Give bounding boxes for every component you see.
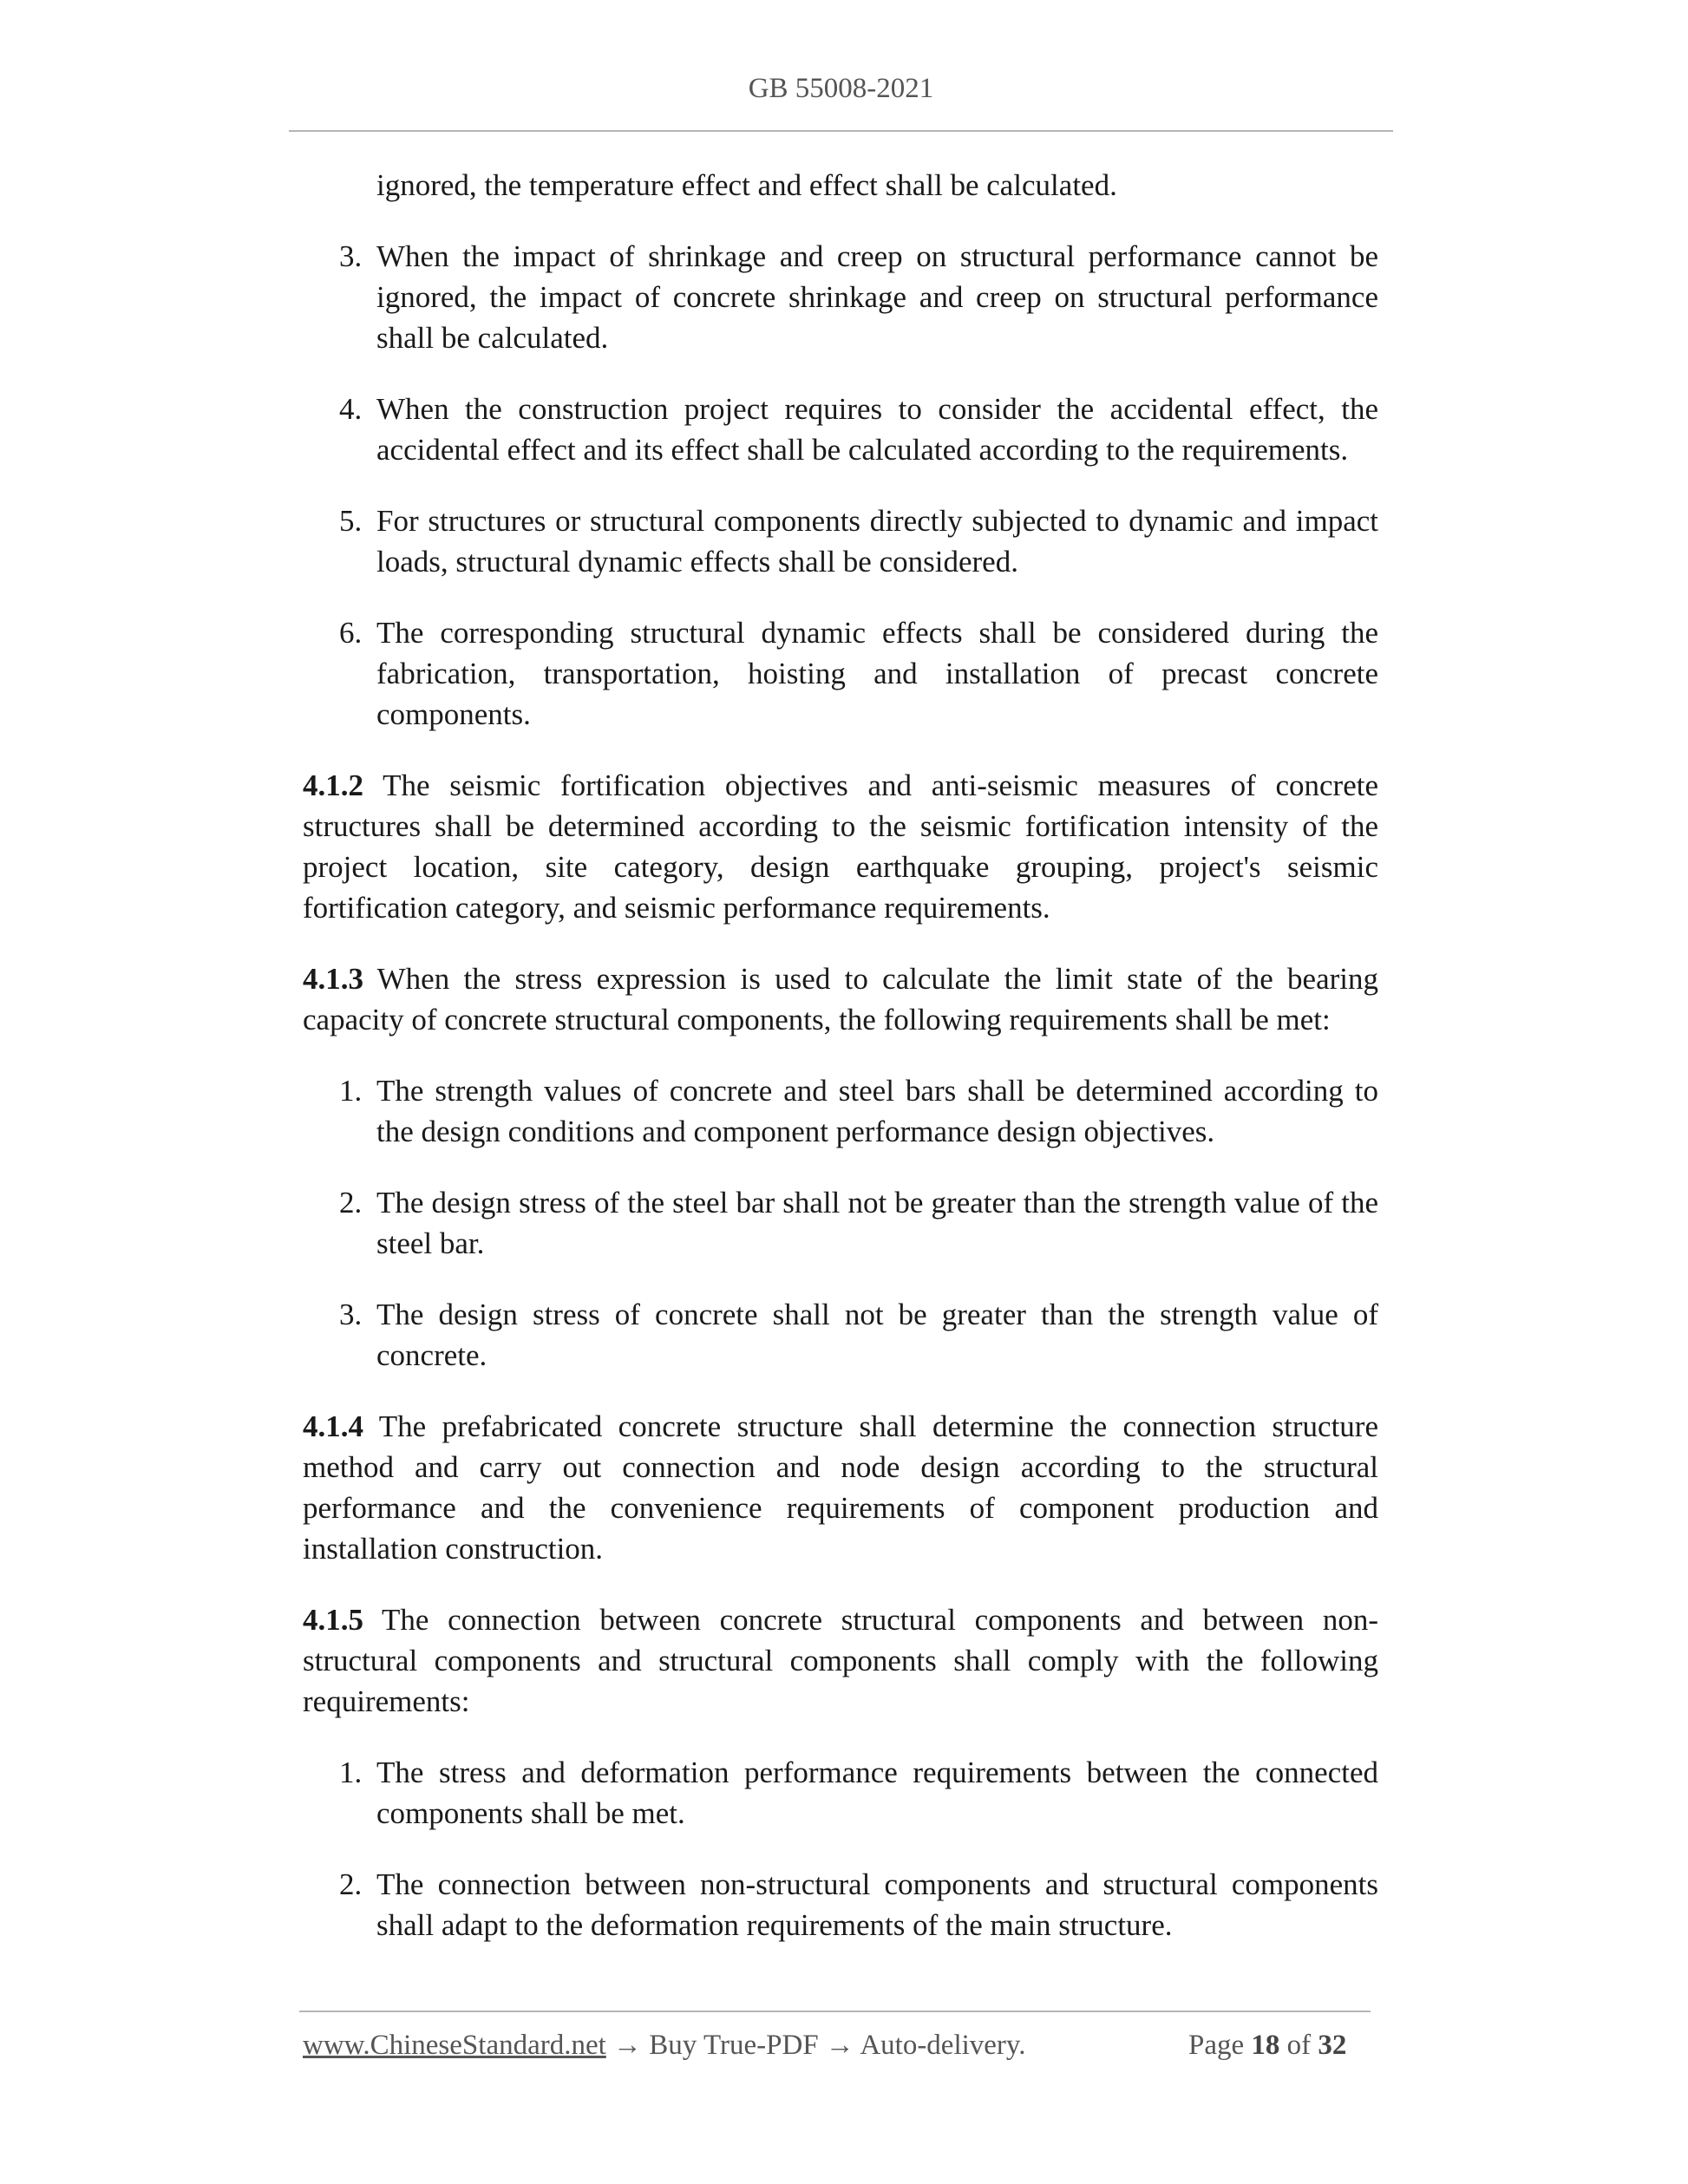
list-number: 3. [339, 1298, 363, 1331]
list-item-text: For structures or structural components directly subjected to dynamic and impact loads, structural dynamic effects shall be considered. [376, 504, 1378, 579]
page-total: 32 [1318, 2030, 1347, 2061]
clause-text: The seismic fortification objectives and anti-seismic measures of concrete structures shall be determined according to the seismic fortification intensity of the project location, site category, design earthquake grouping, project's seismic fortification category, and seismic performance requirements. [303, 768, 1378, 925]
list-item [303, 1294, 1378, 1376]
page-body [303, 165, 1378, 1976]
clause-number: 4.1.5 [303, 1603, 363, 1637]
buy-pdf-text: Buy True-PDF [649, 2030, 819, 2061]
clause-4-1-4 [303, 1406, 1378, 1569]
footer-promo [303, 2030, 1026, 2062]
list-item [303, 612, 1378, 735]
list-item [303, 236, 1378, 358]
list-number: 3. [339, 239, 363, 273]
list-item [303, 1182, 1378, 1264]
clause-4-1-5 [303, 1599, 1378, 1722]
site-link[interactable]: www.ChineseStandard.net [303, 2030, 606, 2061]
list-item [303, 500, 1378, 582]
list-item-text: The design stress of concrete shall not be greater than the strength value of concrete. [376, 1298, 1378, 1372]
list-number: 1. [339, 1074, 363, 1108]
clause-text: When the stress expression is used to calculate the limit state of the bearing capacity of concrete structural components, the following requirements shall be met: [303, 962, 1378, 1036]
auto-delivery-text: Auto-delivery. [860, 2030, 1026, 2061]
list-number: 2. [339, 1867, 363, 1901]
footer-divider [299, 2011, 1371, 2012]
clause-number: 4.1.4 [303, 1409, 363, 1443]
clause-4-1-3 [303, 958, 1378, 1040]
clause-number: 4.1.2 [303, 768, 363, 802]
list-item-text: When the construction project requires to consider the accidental effect, the accidental effect and its effect shall be calculated according to the requirements. [376, 392, 1378, 467]
continued-paragraph: ignored, the temperature effect and effect shall be calculated. [376, 168, 1117, 202]
arrow-right-icon: → [613, 2030, 643, 2061]
list-number: 6. [339, 616, 363, 650]
page-header-standard-number: GB 55008-2021 [748, 73, 934, 104]
clause-number: 4.1.3 [303, 962, 363, 996]
list-number: 4. [339, 392, 363, 426]
list-item-text: When the impact of shrinkage and creep on structural performance cannot be ignored, the impact of concrete shrinkage and creep on structural performance shall be calculated. [376, 239, 1378, 355]
header-divider [289, 130, 1393, 132]
list-item-text: The corresponding structural dynamic effects shall be considered during the fabrication, transportation, hoisting and installation of precast concrete components. [376, 616, 1378, 731]
list-item [303, 1864, 1378, 1945]
list-item-text: The strength values of concrete and steel bars shall be determined according to the design conditions and component performance design objectives. [376, 1074, 1378, 1148]
clause-text: The prefabricated concrete structure shall determine the connection structure method and carry out connection and node design according to the structural performance and the convenience requirements of component production and installation construction. [303, 1409, 1378, 1566]
page-number [1188, 2030, 1346, 2062]
list-number: 5. [339, 504, 363, 538]
page-current: 18 [1251, 2030, 1280, 2061]
list-item [303, 1070, 1378, 1152]
list-item-text: The design stress of the steel bar shall not be greater than the strength value of the steel bar. [376, 1186, 1378, 1260]
page-of-label: of [1286, 2030, 1312, 2061]
page-label: Page [1188, 2030, 1245, 2061]
list-item [303, 389, 1378, 470]
clause-4-1-2 [303, 765, 1378, 928]
arrow-right-icon: → [825, 2030, 854, 2061]
list-number: 2. [339, 1186, 363, 1220]
list-number: 1. [339, 1756, 363, 1789]
clause-text: The connection between concrete structural components and between non-structural components and structural components shall comply with the following requirements: [303, 1603, 1378, 1718]
list-item-text: The stress and deformation performance requirements between the connected components shall be met. [376, 1756, 1378, 1830]
list-item [303, 1752, 1378, 1834]
list-item-text: The connection between non-structural components and structural components shall adapt to the deformation requirements of the main structure. [376, 1867, 1378, 1942]
